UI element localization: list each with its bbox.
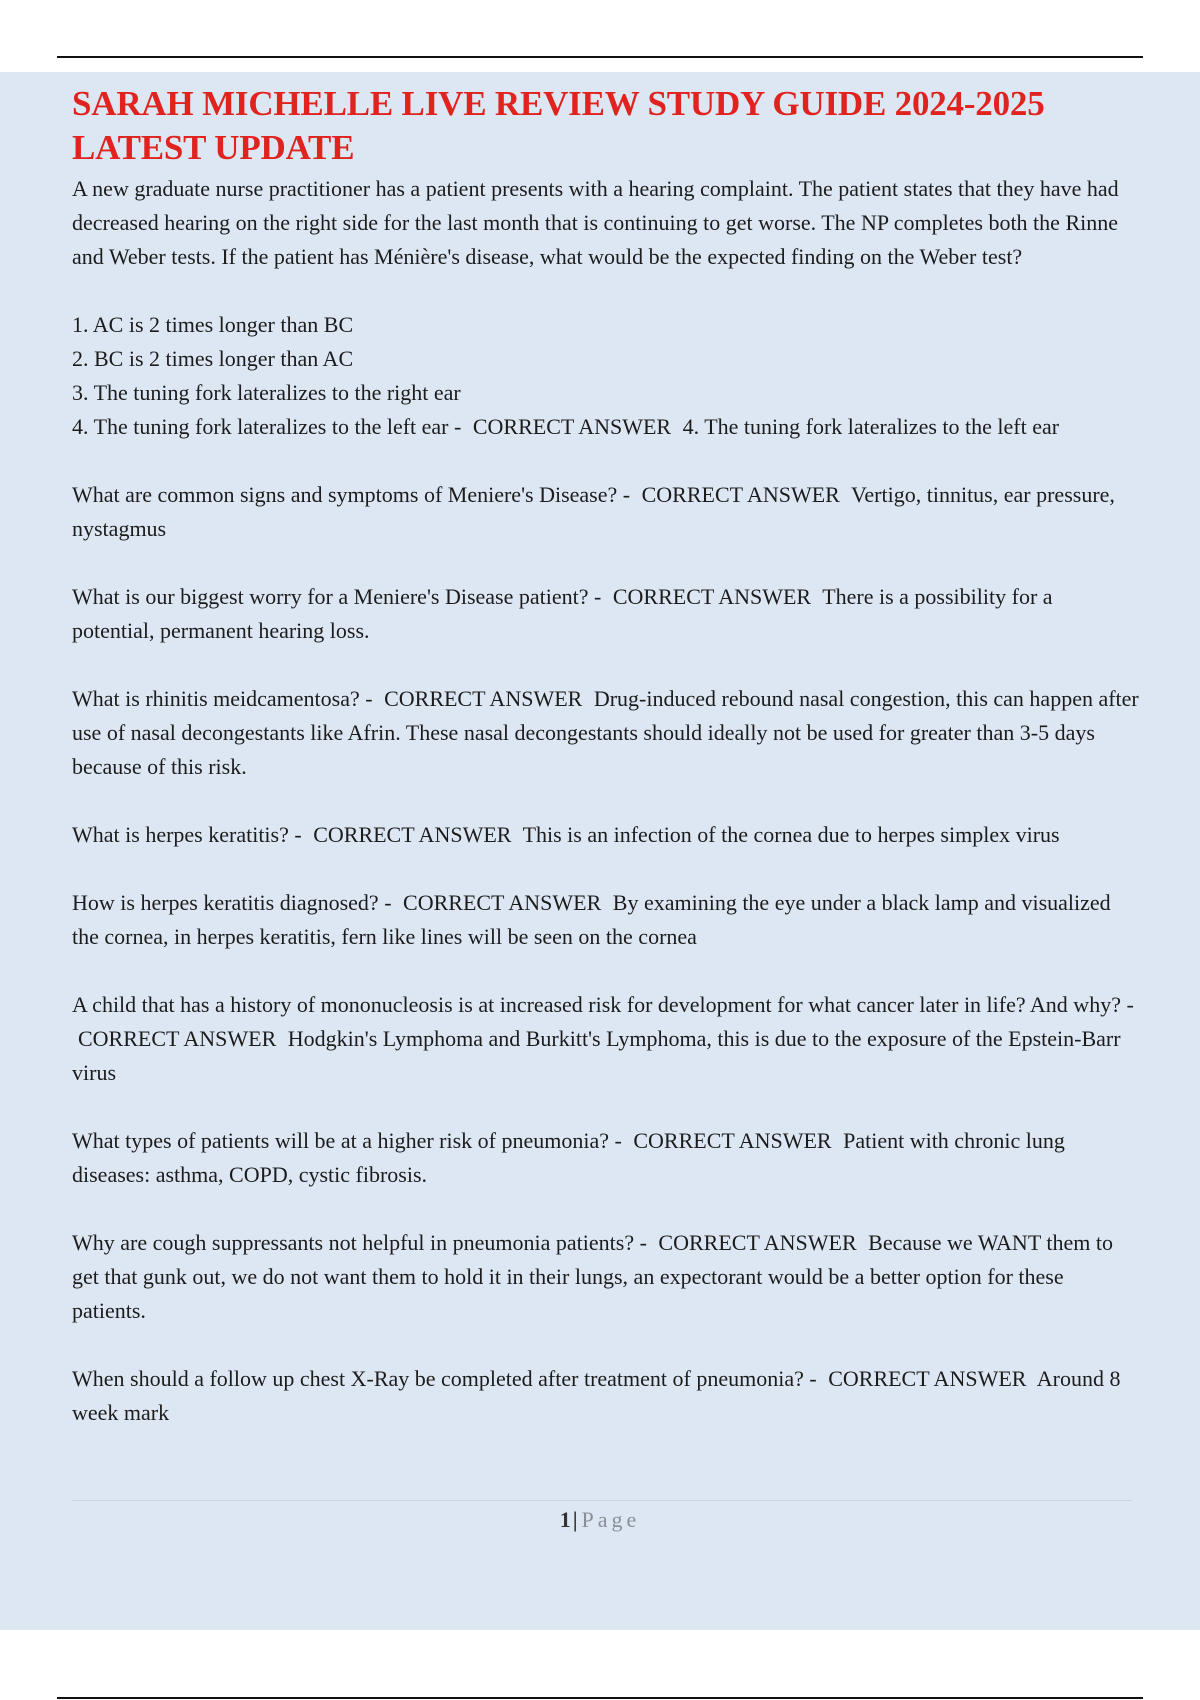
qa-item xyxy=(72,818,1140,852)
qa-answer: Drug-induced rebound nasal congestion, this can happen after use of nasal decongestants like Afrin. These nasal decongestants should ideally not be used for greater than 3-5 days because of this risk. xyxy=(72,686,1139,779)
correct-answer-label: CORRECT ANSWER xyxy=(313,822,512,847)
correct-answer-label: CORRECT ANSWER xyxy=(658,1230,857,1255)
qa-question: When should a follow up chest X-Ray be completed after treatment of pneumonia? - xyxy=(72,1366,817,1391)
page-word: Page xyxy=(581,1507,641,1532)
correct-answer-label: CORRECT ANSWER xyxy=(472,414,672,439)
top-rule xyxy=(57,56,1143,58)
qa-item xyxy=(72,580,1140,648)
document-title: SARAH MICHELLE LIVE REVIEW STUDY GUIDE 2024-2025 LATEST UPDATE xyxy=(72,84,1045,167)
qa-question: What is our biggest worry for a Meniere's Disease patient? - xyxy=(72,584,602,609)
qa-answer: There is a possibility for a potential, permanent hearing loss. xyxy=(72,584,1053,643)
footer-rule xyxy=(72,1500,1132,1501)
correct-answer-label: CORRECT ANSWER xyxy=(828,1366,1027,1391)
intro-answer: 4. The tuning fork lateralizes to the left ear xyxy=(682,414,1060,439)
qa-question: What is rhinitis meidcamentosa? - xyxy=(72,686,373,711)
correct-answer-label: CORRECT ANSWER xyxy=(403,890,602,915)
bottom-rule xyxy=(57,1697,1143,1699)
option-2: 2. BC is 2 times longer than AC xyxy=(72,346,354,371)
qa-answer: Hodgkin's Lymphoma and Burkitt's Lymphoma, this is due to the exposure of the Epstein-Barr virus xyxy=(72,1026,1121,1085)
qa-question: Why are cough suppressants not helpful in pneumonia patients? - xyxy=(72,1230,647,1255)
qa-question: What types of patients will be at a higher risk of pneumonia? - xyxy=(72,1128,622,1153)
qa-answer: Because we WANT them to get that gunk out, we do not want them to hold it in their lungs, an expectorant would be a better option for these patients. xyxy=(72,1230,1113,1323)
qa-answer: Vertigo, tinnitus, ear pressure, nystagmus xyxy=(72,482,1115,541)
page-separator: | xyxy=(572,1507,578,1532)
qa-question: What is herpes keratitis? - xyxy=(72,822,302,847)
qa-item xyxy=(72,1226,1140,1328)
qa-item xyxy=(72,1124,1140,1192)
qa-item xyxy=(72,478,1140,546)
option-4-text: 4. The tuning fork lateralizes to the left ear - xyxy=(72,414,462,439)
qa-answer: This is an infection of the cornea due to herpes simplex virus xyxy=(522,822,1060,847)
qa-item xyxy=(72,682,1140,784)
correct-answer-label: CORRECT ANSWER xyxy=(641,482,840,507)
page-number: 1 xyxy=(559,1507,571,1532)
option-1: 1. AC is 2 times longer than BC xyxy=(72,312,354,337)
qa-question: How is herpes keratitis diagnosed? - xyxy=(72,890,392,915)
intro-question: A new graduate nurse practitioner has a patient presents with a hearing complaint. The patient states that they have had decreased hearing on the right side for the last month that is continuing to get worse. The NP completes both the Rinne and Weber tests. If the patient has Ménière's disease, what would be the expected finding on the Weber test? xyxy=(72,176,1119,269)
qa-answer: Around 8 week mark xyxy=(72,1366,1121,1425)
correct-answer-label: CORRECT ANSWER xyxy=(384,686,583,711)
qa-item xyxy=(72,886,1140,954)
page-footer xyxy=(0,1505,1200,1535)
qa-answer: Patient with chronic lung diseases: asthma, COPD, cystic fibrosis. xyxy=(72,1128,1065,1187)
option-3: 3. The tuning fork lateralizes to the right ear xyxy=(72,380,461,405)
qa-item xyxy=(72,988,1140,1090)
qa-question: What are common signs and symptoms of Meniere's Disease? - xyxy=(72,482,631,507)
document-page xyxy=(0,72,1200,1630)
correct-answer-label: CORRECT ANSWER xyxy=(633,1128,832,1153)
correct-answer-label: CORRECT ANSWER xyxy=(612,584,812,609)
qa-question: A child that has a history of mononucleosis is at increased risk for development for what cancer later in life? And why? - xyxy=(72,992,1134,1017)
option-4 xyxy=(72,414,1059,439)
correct-answer-label: CORRECT ANSWER xyxy=(78,1026,277,1051)
answer-options xyxy=(72,308,1140,444)
document-body xyxy=(72,172,1140,1430)
qa-answer: By examining the eye under a black lamp and visualized the cornea, in herpes keratitis, fern like lines will be seen on the cornea xyxy=(72,890,1111,949)
qa-item xyxy=(72,1362,1140,1430)
